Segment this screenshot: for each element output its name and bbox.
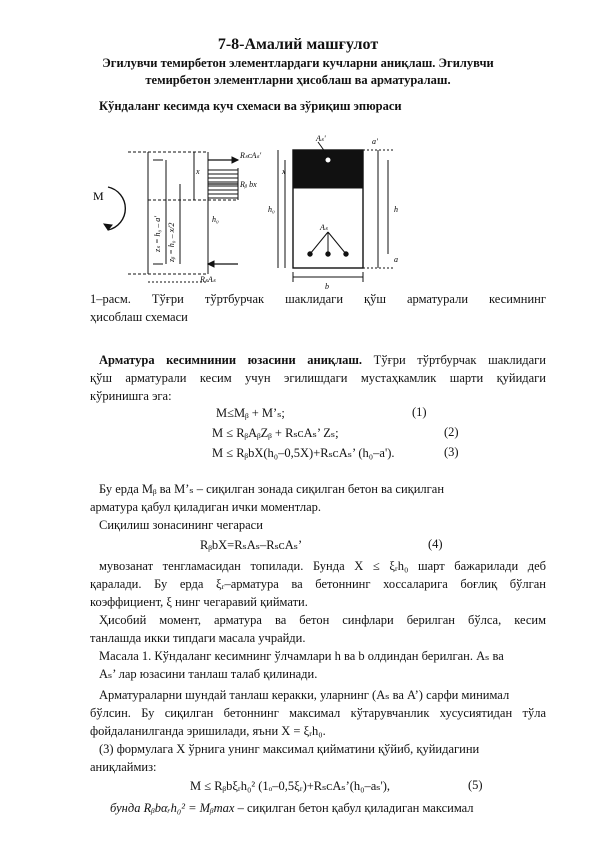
formula-5-number: (5)	[468, 778, 483, 792]
formula-2-number: (2)	[444, 425, 459, 439]
body-line1: Бу ерда Mᵦ ва M’ₛ – сиқилган зонада сиқилган бетон ва сиқилган	[99, 482, 445, 496]
body-line16	[110, 799, 474, 817]
formula-1-number: (1)	[412, 405, 427, 419]
h0-right-label: h₀	[268, 205, 275, 214]
formula-1: M≤Mᵦ + M’ₛ;	[216, 406, 285, 420]
paragraph1-line2: қўш арматурали кесим учун эгилишдаги мустаҳкамлик шарти қуйидаги	[90, 371, 546, 385]
moment-label: M	[93, 189, 104, 203]
body-line16-rest: – сиқилган бетон қабул қиладиган максимал	[234, 801, 474, 815]
body-line7: Ҳисобий момент, арматура ва бетон синфлари берилган бўлса, кесим	[99, 613, 546, 627]
body-line5: қаралади. Бу ерда ξᵣ–арматура ва бетоннинг хоссаларига боғлиқ бўлган	[90, 577, 546, 591]
h-label: h	[394, 205, 398, 214]
paragraph1-line1	[99, 351, 546, 369]
body-line14: (3) формулага X ўрнига унинг максимал қийматини қўйиб, қуйидагини	[99, 742, 480, 756]
zs-label: zₛ = h₀ – a'	[153, 216, 162, 252]
figure-caption-line1: 1–расм. Тўғри тўртбурчак шаклидаги қўш арматурали кесимнинг	[90, 292, 546, 306]
section-heading: Кўндаланг кесимда куч схемаси ва зўриқиш эпюраси	[99, 99, 402, 113]
formula-5: M ≤ Rᵦbξᵣh₀² (1ₒ–0,5ξᵣ)+RₛᴄAₛ’(h₀–aₛ'),	[190, 779, 391, 793]
as-bot-label: Aₛ	[320, 223, 328, 232]
mmax-expression: бунда Rᵦbαᵣh₀² = Mᵦmax	[110, 801, 235, 815]
body-line2: арматура қабул қиладиган ички моментлар.	[90, 500, 322, 514]
rb-bx-label: Rᵦ bx	[240, 180, 257, 189]
body-line13: фойдаланилганда эришилади, яъни X = ξᵣh₀.	[90, 724, 326, 738]
formula-3: M ≤ RᵦbX(h₀–0,5X)+RₛᴄAₛ’ (h₀–a').	[212, 446, 395, 460]
page-subtitle-line1: Эгилувчи темирбетон элементлардаги кучларни аниқлаш. Эгилувчи	[102, 56, 494, 70]
paragraph1-lead: Арматура кесимнинии юзасини аниқлаш.	[99, 353, 363, 367]
force-scheme-figure	[88, 132, 438, 292]
zb-label: zᵦ = h₀ – x/2	[167, 222, 176, 262]
body-line8: танлашда икки типдаги масала учрайди.	[90, 631, 306, 645]
h0-left-label: h₀	[212, 215, 219, 224]
formula-4: RᵦbX=RₛAₛ–RₛᴄAₛ’	[200, 538, 303, 552]
body-line15: аниқлаймиз:	[90, 760, 157, 774]
paragraph1-line3: кўринишга эга:	[90, 389, 172, 403]
b-label: b	[325, 282, 329, 291]
body-line12: бўлсин. Бу сиқилган бетоннинг максимал кўтарувчанлик хусусиятидан тўла	[90, 706, 546, 720]
rs-as-label: RₛAₛ	[200, 275, 216, 284]
body-line6: коэффициент, ξ нинг чегаравий қиймати.	[90, 595, 308, 609]
a-top-label: a'	[372, 137, 378, 146]
formula-2: M ≤ RᵦAᵦZᵦ + RₛᴄAₛ’ Zₛ;	[212, 426, 339, 440]
as-top-label: Aₛ'	[316, 134, 326, 143]
a-bot-label: a	[394, 255, 398, 264]
x-label-left: x	[196, 167, 200, 176]
paragraph1-rest: Тўғри тўртбурчак шаклидаги	[362, 353, 546, 367]
body-line10: Aₛ’ лар юзасини танлаш талаб қилинади.	[99, 667, 318, 681]
page-title: 7-8-Амалий машғулот	[217, 36, 379, 53]
formula-4-number: (4)	[428, 537, 443, 551]
formula-3-number: (3)	[444, 445, 459, 459]
body-line11: Арматураларни шундай танлаш керакки, уларнинг (Aₛ ва A’) сарфи минимал	[99, 688, 510, 702]
page-subtitle-line2: темирбетон элементларни ҳисоблаш ва арматуралаш.	[145, 73, 451, 87]
figure-caption-line2: ҳисоблаш схемаси	[90, 310, 188, 324]
x-label-right: x	[282, 167, 286, 176]
rsc-as-label: RₛᴄAₛ'	[240, 151, 262, 160]
cross-section-diagram	[278, 142, 393, 282]
body-line9: Масала 1. Кўндаланг кесимнинг ўлчамлари h ва b олдиндан берилган. Aₛ ва	[99, 649, 504, 663]
body-line3: Сиқилиш зонасининг чегараси	[99, 518, 263, 532]
body-line4: мувозанат тенгламасидан топилади. Бунда X ≤ ξᵣh₀ шарт бажарилади деб	[99, 559, 546, 573]
